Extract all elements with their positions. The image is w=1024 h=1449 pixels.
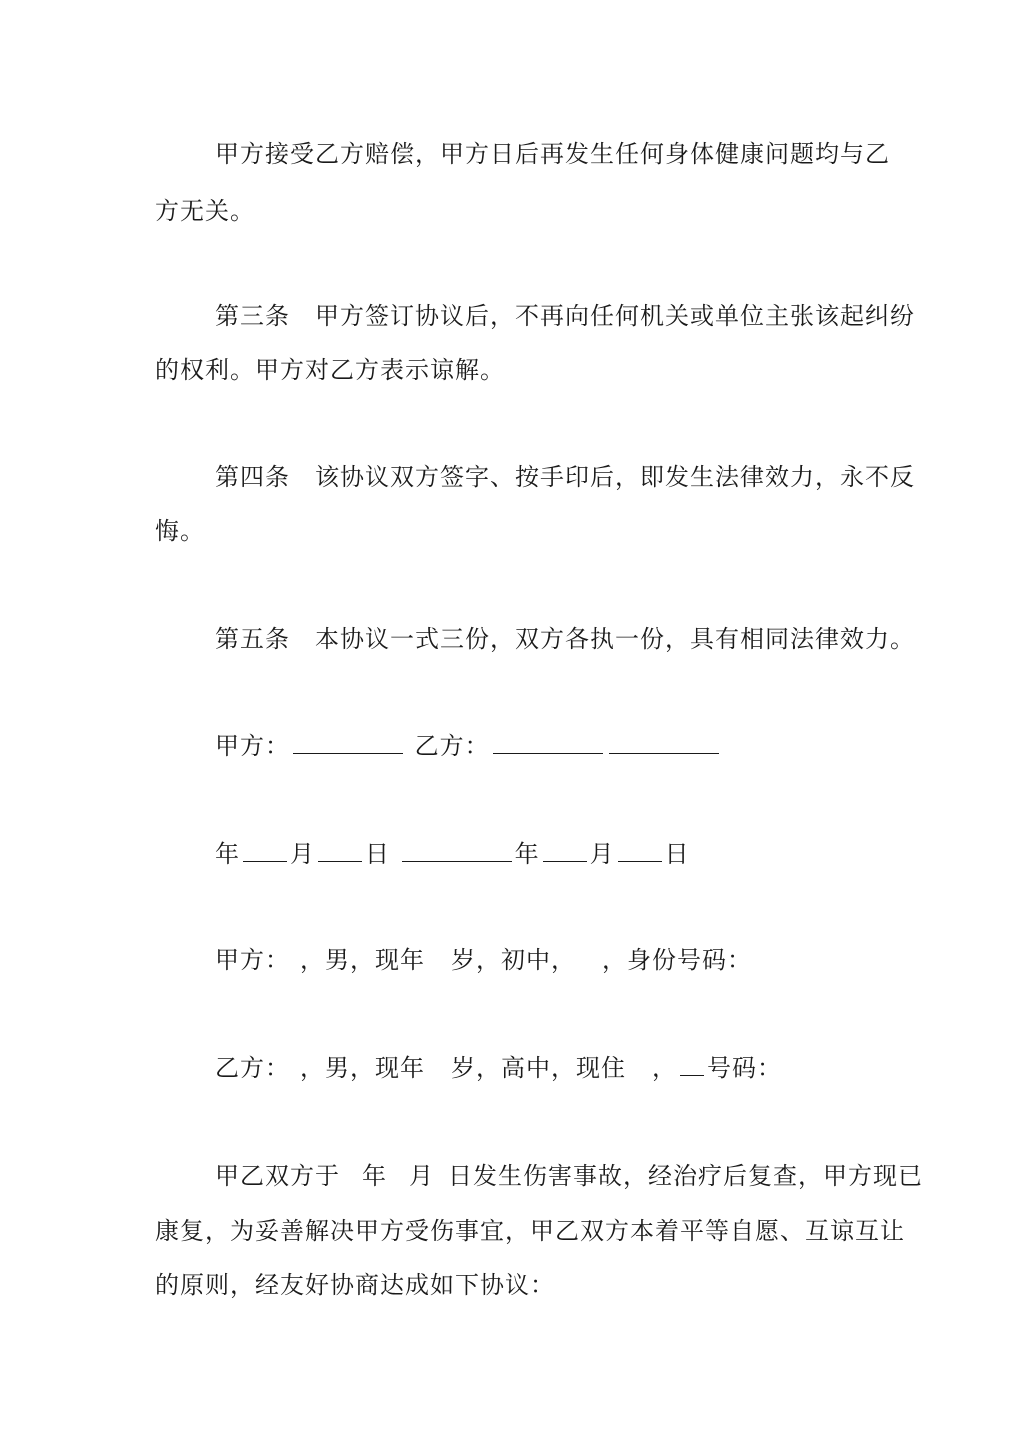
- party-b-label: 乙方：: [414, 732, 490, 760]
- party-a-sex: ，男，现年: [300, 946, 425, 974]
- party-b-age: 岁，高中，现住: [451, 1054, 626, 1082]
- party-b-info-line: [215, 1053, 782, 1083]
- clause-3-line: 第三条 甲方签订协议后，不再向任何机关或单位主张该起纠纷: [215, 302, 915, 330]
- month-blank: [243, 839, 287, 862]
- year-label: 年: [514, 840, 540, 868]
- year-label: 年: [215, 840, 240, 868]
- party-b-sex: ，男，现年: [300, 1054, 425, 1082]
- preamble-text: 甲乙双方于: [215, 1162, 340, 1190]
- party-b-comma: ，: [652, 1054, 677, 1082]
- party-a-label: 甲方：: [215, 732, 290, 760]
- party-a-info-line: [215, 945, 752, 975]
- party-a-info-label: 甲方：: [215, 946, 290, 974]
- clause-4-line: 悔。: [155, 517, 205, 545]
- date-line: [215, 839, 690, 869]
- preamble-line: 康复，为妥善解决甲方受伤事宜，甲乙双方本着平等自愿、互谅互让: [155, 1217, 905, 1245]
- month-blank: [543, 839, 587, 862]
- signature-line: [215, 731, 722, 761]
- day-blank: [318, 839, 362, 862]
- month-label: 月: [589, 840, 615, 868]
- party-a-id: ，身份号码：: [602, 946, 752, 974]
- paragraph-line: 方无关。: [155, 197, 255, 225]
- date-blank: [402, 839, 512, 862]
- clause-5-line: 第五条 本协议一式三份，双方各执一份，具有相同法律效力。: [215, 625, 915, 653]
- day-blank: [618, 839, 662, 862]
- party-b-info-label: 乙方：: [215, 1054, 290, 1082]
- party-b-id: 号码：: [707, 1054, 782, 1082]
- preamble-month: 月: [409, 1162, 434, 1190]
- preamble-line: 的原则，经友好协商达成如下协议：: [155, 1271, 555, 1299]
- preamble-line: [215, 1161, 923, 1191]
- month-label: 月: [290, 840, 315, 868]
- preamble-year: 年: [362, 1162, 387, 1190]
- clause-4-line: 第四条 该协议双方签字、按手印后，即发生法律效力，永不反: [215, 463, 915, 491]
- party-b-signature-blank: [493, 731, 603, 754]
- party-a-age: 岁，初中，: [451, 946, 576, 974]
- day-label: 日: [664, 840, 690, 868]
- preamble-text: 日发生伤害事故，经治疗后复查，甲方现已: [448, 1162, 923, 1190]
- party-a-signature-blank: [293, 731, 403, 754]
- signature-blank: [609, 731, 719, 754]
- party-b-id-blank: [680, 1053, 704, 1076]
- paragraph-line: 甲方接受乙方赔偿，甲方日后再发生任何身体健康问题均与乙: [215, 140, 890, 168]
- day-label: 日: [365, 840, 390, 868]
- clause-3-line: 的权利。甲方对乙方表示谅解。: [155, 356, 505, 384]
